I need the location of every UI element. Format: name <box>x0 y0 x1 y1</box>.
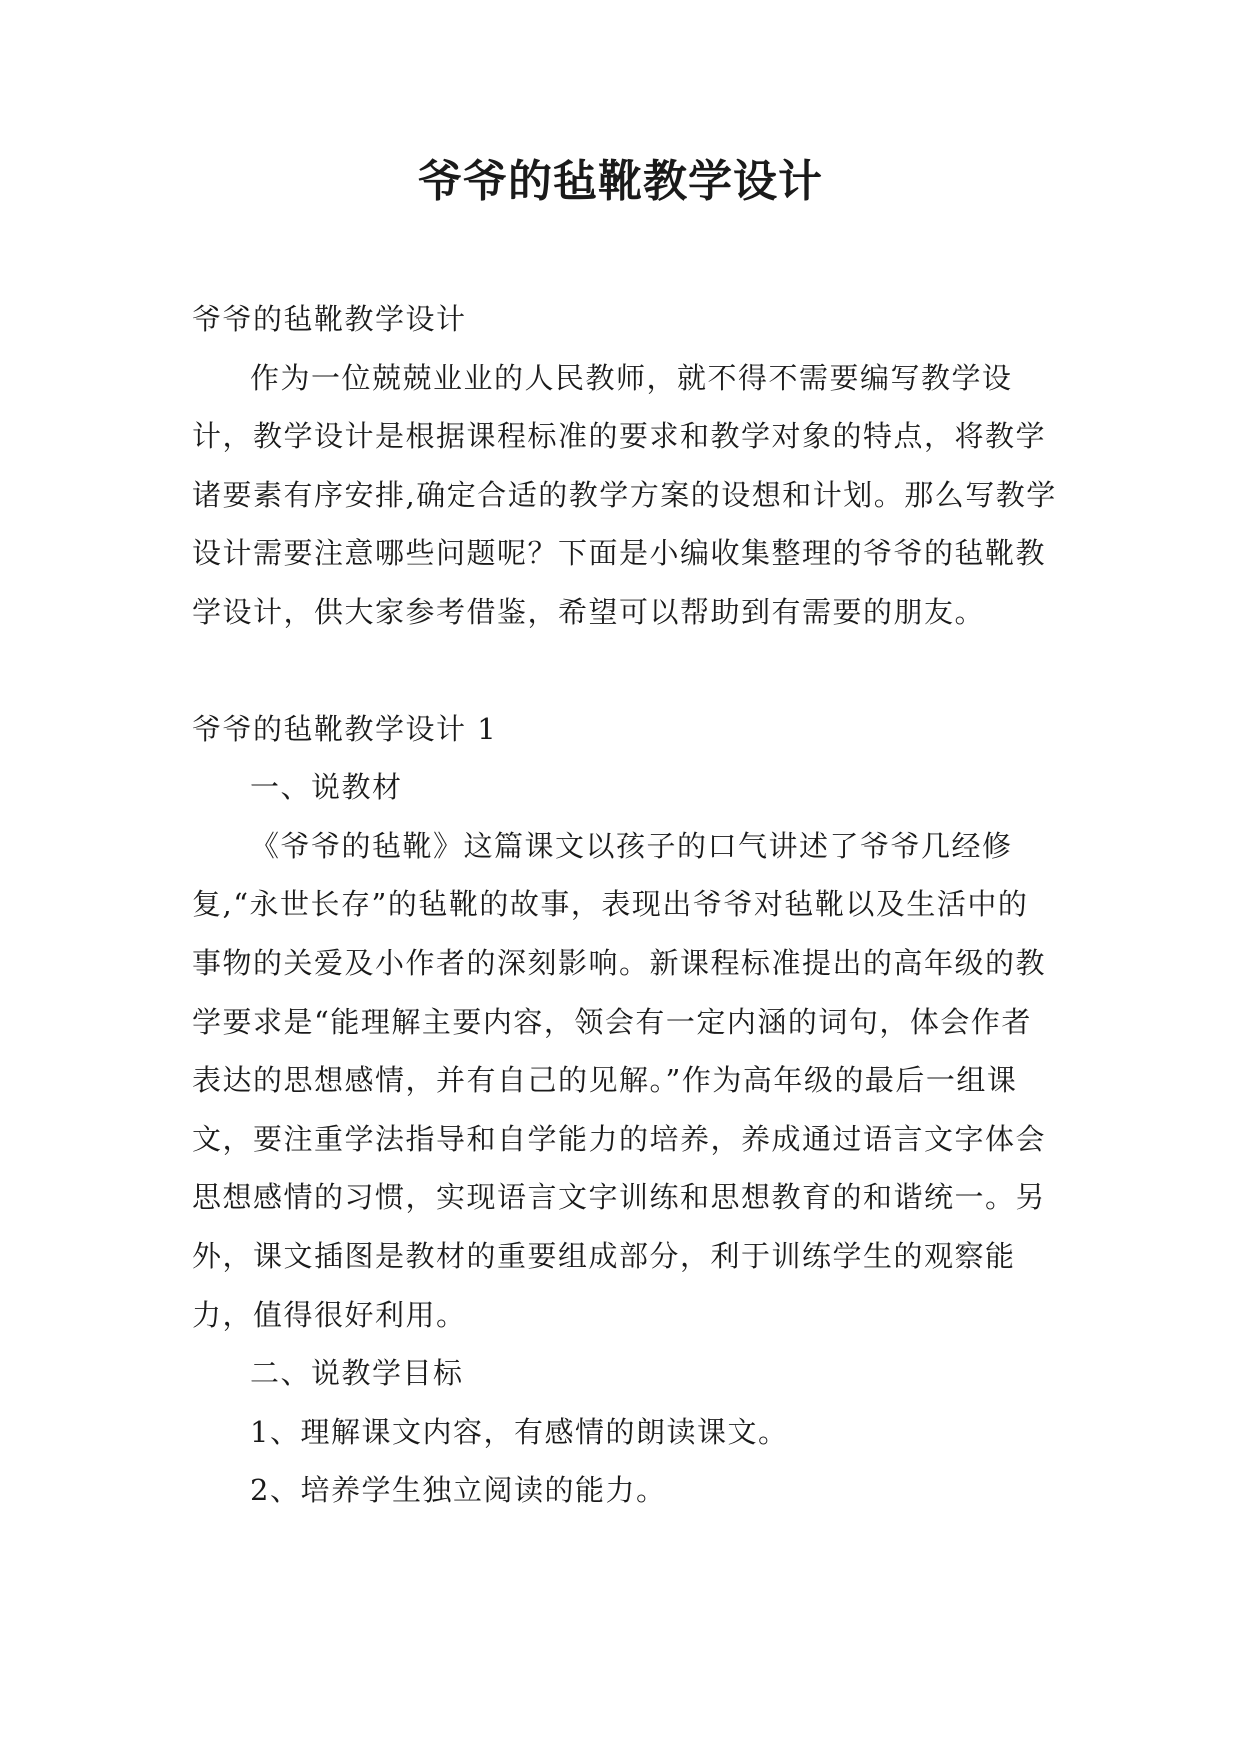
intro-paragraph: 作为一位兢兢业业的人民教师，就不得不需要编写教学设计，教学设计是根据课程标准的要求和教学对象的特点，将教学诸要素有序安排,确定合适的教学方案的设想和计划。那么写教学设计需要注意哪些问题呢？下面是小编收集整理的爷爷的毡靴教学设计，供大家参考借鉴，希望可以帮助到有需要的朋友。 <box>192 360 1057 629</box>
subtitle-paragraph: 爷爷的毡靴教学设计 <box>192 302 467 336</box>
body-paragraph: 《爷爷的毡靴》这篇课文以孩子的口气讲述了爷爷几经修复,“永世长存”的毡靴的故事，表现出爷爷对毡靴以及生活中的事物的关爱及小作者的深刻影响。新课程标准提出的高年级的教学要求是“能理解主要内容，领会有一定内涵的词句，体会作者表达的思想感情，并有自己的见解。”作为高年级的最后一组课文，要注重学法指导和自学能力的培养，养成通过语言文字体会思想感情的习惯，实现语言文字训练和思想教育的和谐统一。另外，课文插图是教材的重要组成部分，利于训练学生的观察能力，值得很好利用。 <box>192 828 1047 1332</box>
subsection-heading: 二、说教学目标 <box>250 1356 464 1391</box>
document-title: 爷爷的毡靴教学设计 <box>418 156 823 207</box>
list-item: 1、理解课文内容，有感情的朗读课文。 <box>250 1414 789 1449</box>
section-heading: 爷爷的毡靴教学设计 1 <box>192 711 498 746</box>
subsection-heading: 一、说教材 <box>250 770 403 805</box>
list-item: 2、培养学生独立阅读的能力。 <box>250 1473 667 1508</box>
document-body <box>192 290 1058 1520</box>
